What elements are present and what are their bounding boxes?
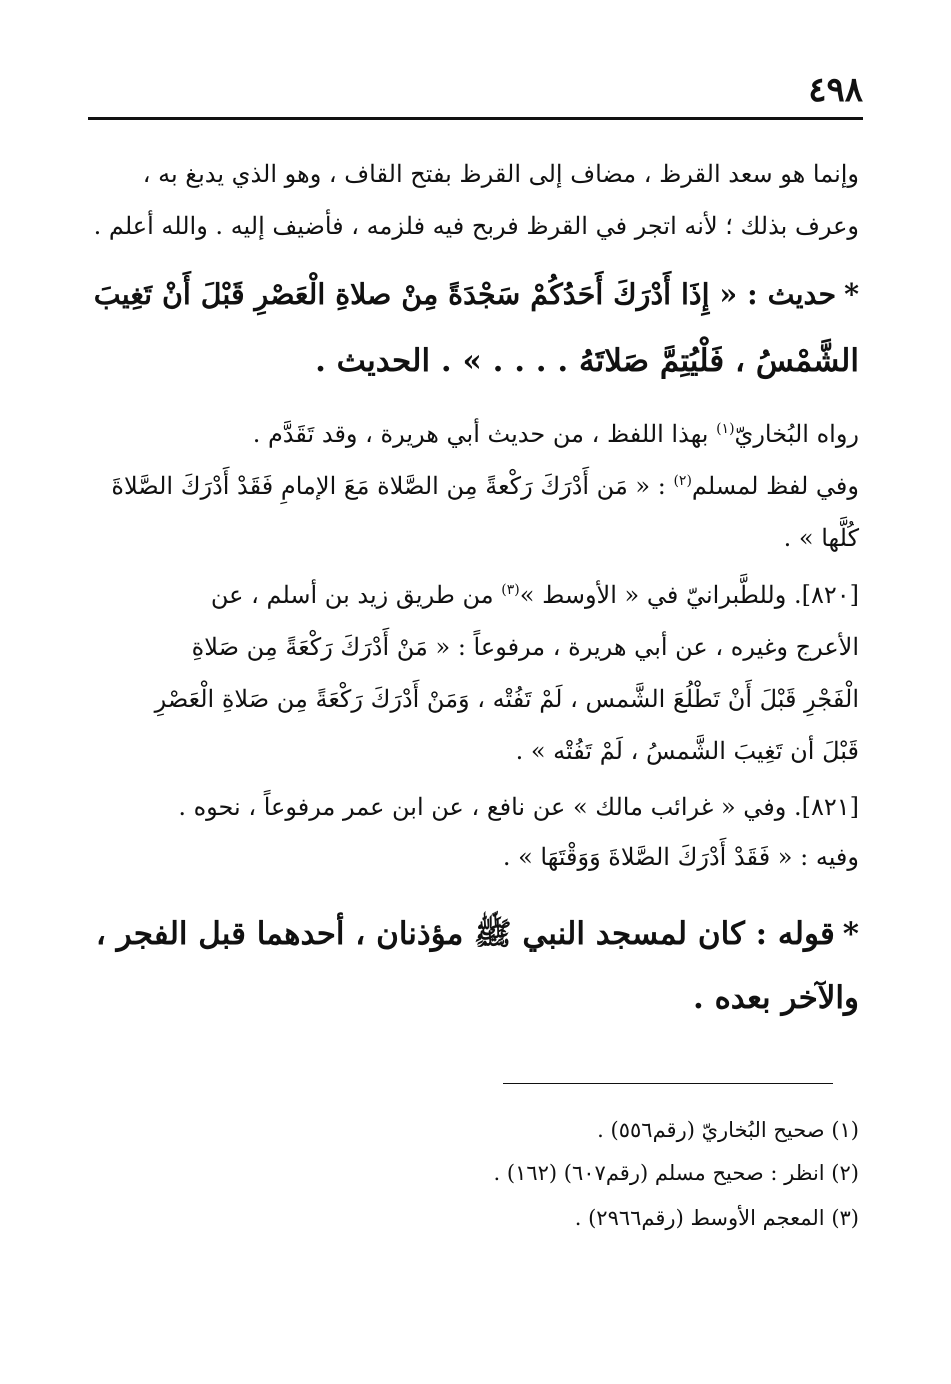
footnote-rule	[503, 1083, 833, 1084]
text-line-3-b: بهذا اللفظ ، من حديث أبي هريرة ، وقد تَقَدَّم .	[252, 420, 717, 448]
text-line-4	[92, 472, 859, 500]
text-line-6-b: من طريق زيد بن أسلم ، عن	[210, 581, 502, 609]
text-line-2: وعرف بذلك ؛ لأنه اتجر في القرظ فربح فيه فلزمه ، فأضيف إليه . والله أعلم .	[93, 212, 859, 240]
text-line-6	[92, 581, 859, 609]
text-line-3	[92, 420, 859, 448]
star-bullet: *	[844, 277, 859, 311]
text-line-6-a: [٨٢٠]. وللطَّبرانيّ في « الأوسط »	[519, 581, 859, 609]
qawl-heading-text-1: قوله : كان لمسجد النبي ﷺ مؤذنان ، أحدهما قبل الفجر ،	[95, 916, 835, 952]
hadith-heading-line-1	[92, 277, 859, 311]
text-line-4-b: : « مَن أَدْرَكَ رَكْعةً مِن الصَّلاة مَعَ الإمامِ فَقَدْ أَدْرَكَ الصَّلاةَ	[111, 472, 674, 500]
qawl-heading-line-1	[92, 915, 859, 960]
hadith-heading-line-2: الشَّمْسُ ، فَلْيُتِمَّ صَلاتَهُ . . . . » . الحديث .	[315, 343, 859, 379]
text-line-3-a: رواه البُخاريّ	[734, 420, 859, 448]
qawl-heading-line-2: والآخر بعده .	[692, 980, 859, 1016]
footnote-ref-2: (٢)	[673, 473, 692, 489]
text-line-4-a: وفي لفظ لمسلم	[691, 472, 859, 500]
text-line-8: الْفَجْرِ قَبْلَ أَنْ تَطْلُعَ الشَّمس ، لَمْ تَفُتْه ، وَمَنْ أَدْرَكَ رَكْعَةً مِن صَلاةِ الْعَصْرِ	[154, 685, 859, 713]
footnote-1: (١) صحيح البُخاريّ (رقم٥٥٦) .	[597, 1118, 859, 1142]
text-line-7: الأعرج وغيره ، عن أبي هريرة ، مرفوعاً : « مَنْ أَدْرَكَ رَكْعَةً مِن صَلاةِ	[191, 633, 859, 661]
hadith-heading-text-1: حديث : « إِذَا أَدْرَكَ أَحَدُكُمْ سَجْدَةً مِنْ صلاةِ الْعَصْرِ قَبْلَ أَنْ تَغِيبَ	[93, 277, 837, 311]
text-line-10: [٨٢١]. وفي « غرائب مالك » عن نافع ، عن ابن عمر مرفوعاً ، نحوه .	[178, 793, 859, 821]
text-line-1: وإنما هو سعد القرظ ، مضاف إلى القرظ بفتح القاف ، وهو الذي يدبغ به ،	[142, 160, 859, 188]
text-line-9: قَبْلَ أن تَغِيبَ الشَّمسُ ، لَمْ تَفُتْه » .	[515, 737, 859, 765]
star-bullet: *	[842, 916, 859, 952]
text-line-5: كُلَّها » .	[783, 524, 859, 552]
footnote-2: (٢) انظر : صحيح مسلم (رقم٦٠٧) (١٦٢) .	[493, 1161, 859, 1185]
page-number: ٤٩٨	[808, 70, 863, 110]
footnote-3: (٣) المعجم الأوسط (رقم٢٩٦٦) .	[574, 1206, 859, 1230]
footnote-ref-1: (١)	[716, 421, 735, 437]
header-rule	[88, 117, 863, 120]
footnote-ref-3: (٣)	[501, 582, 520, 598]
text-line-11: وفيه : « فَقَدْ أَدْرَكَ الصَّلاةَ وَوَقْتَهَا » .	[502, 843, 859, 871]
